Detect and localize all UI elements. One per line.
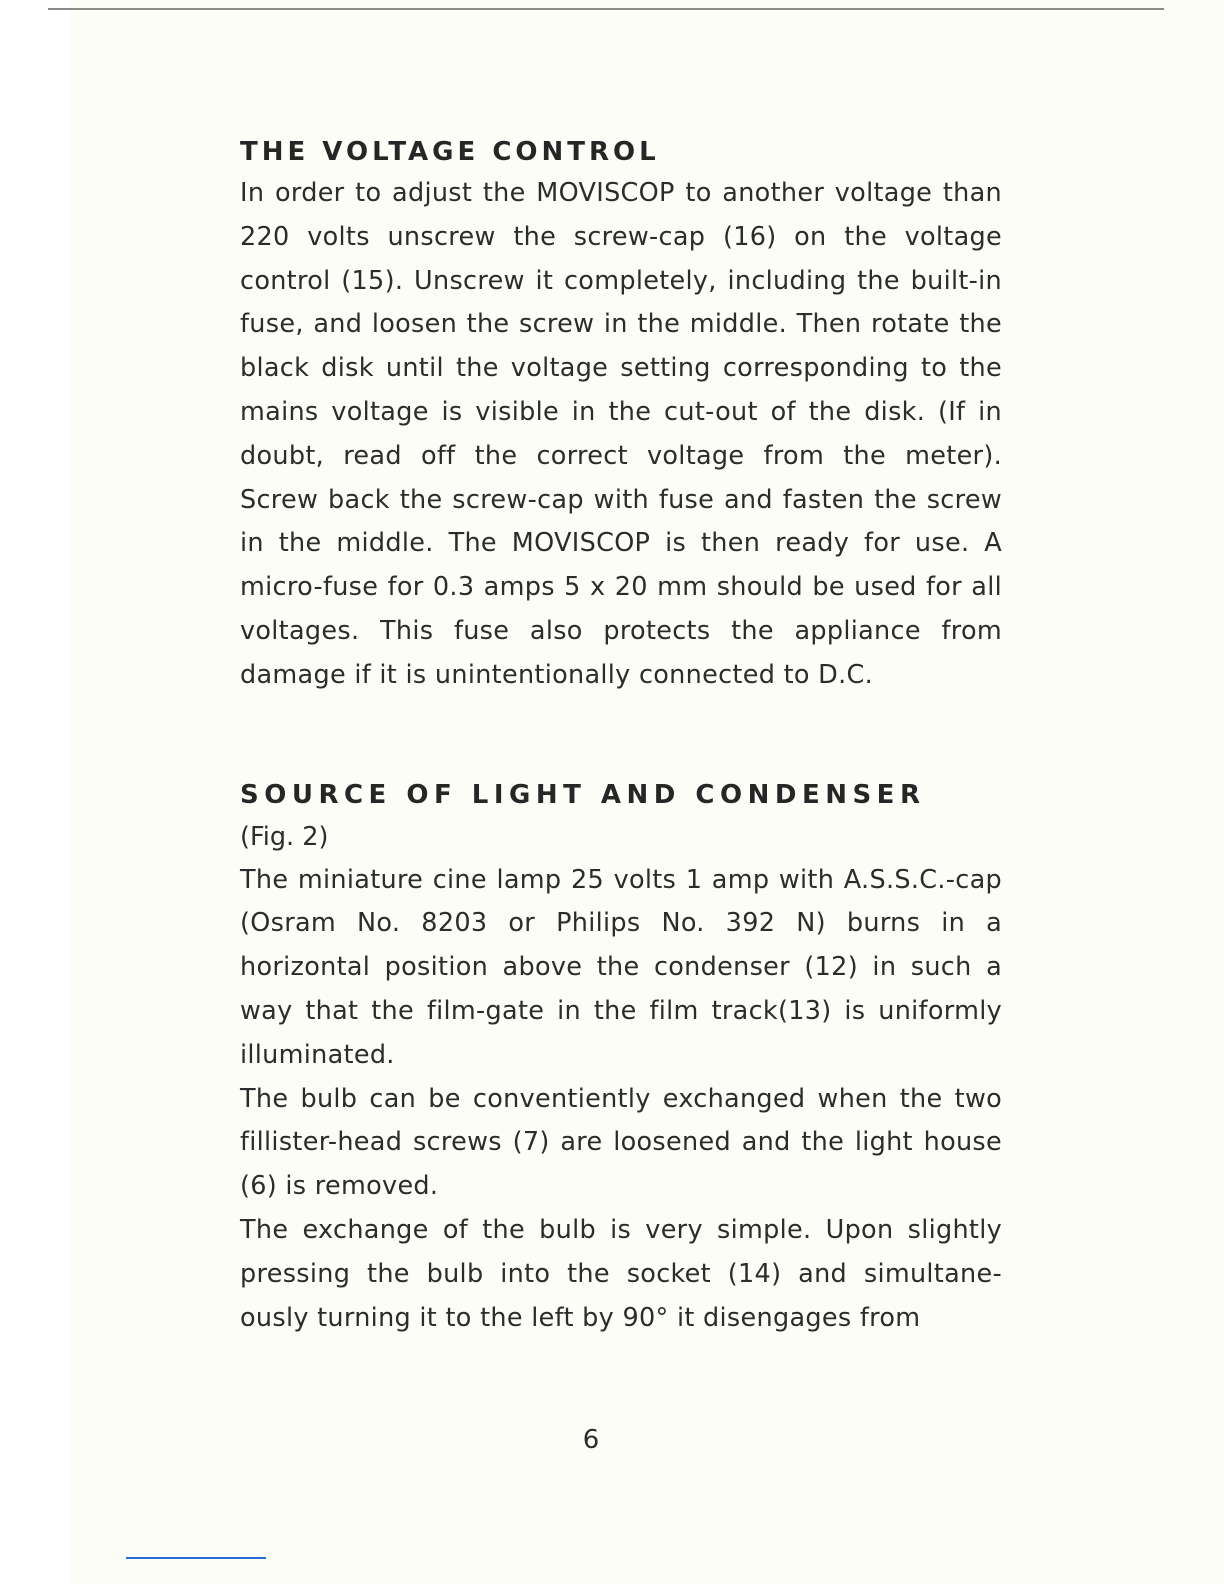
page-content — [240, 132, 1002, 1340]
figure-reference: (Fig. 2) — [240, 821, 329, 852]
paragraph-bulb-exchange: The bulb can be conventiently exchanged when the two fillister-head screws (7) are loosened and the light house (6) is removed. — [240, 1083, 1002, 1202]
heading-source-of-light: SOURCE OF LIGHT AND CONDENSER — [240, 779, 926, 810]
page-left-margin — [0, 0, 70, 1584]
paragraph-voltage-control: In order to adjust the MOVISCOP to another voltage than 220 volts unscrew the screw-cap (16) on the voltage control (15). Unscrew it completely, including the built-in fuse, and loosen the screw in the middle. Then rotate the black disk until the voltage setting corresponding to the mains voltage is visible in the cut-out of the disk. (If in doubt, read off the correct voltage from the meter). Screw back the screw-cap with fuse and fasten the screw in the middle. The MOVISCOP is then ready for use. A micro-fuse for 0.3 amps 5 x 20 mm should be used for all voltages. This fuse also protects the appliance from damage if it is unintentionally connected to D.C. — [240, 178, 1002, 690]
paragraph-bulb-procedure: The exchange of the bulb is very simple. Upon slightly pressing the bulb into the socket (14) and simultane-ously turning it to the left by 90° it disengages from — [240, 1214, 1002, 1333]
paragraph-lamp: The miniature cine lamp 25 volts 1 amp with A.S.S.C.-cap (Osram No. 8203 or Philips No. 392 N) burns in a horizontal position above the condenser (12) in such a way that the film-gate in the film track(13) is uniformly illuminated. — [240, 864, 1002, 1070]
heading-voltage-control: THE VOLTAGE CONTROL — [240, 137, 660, 167]
page-number: 6 — [582, 1425, 600, 1455]
bottom-edge-mark — [126, 1557, 266, 1559]
top-rule — [48, 8, 1164, 10]
